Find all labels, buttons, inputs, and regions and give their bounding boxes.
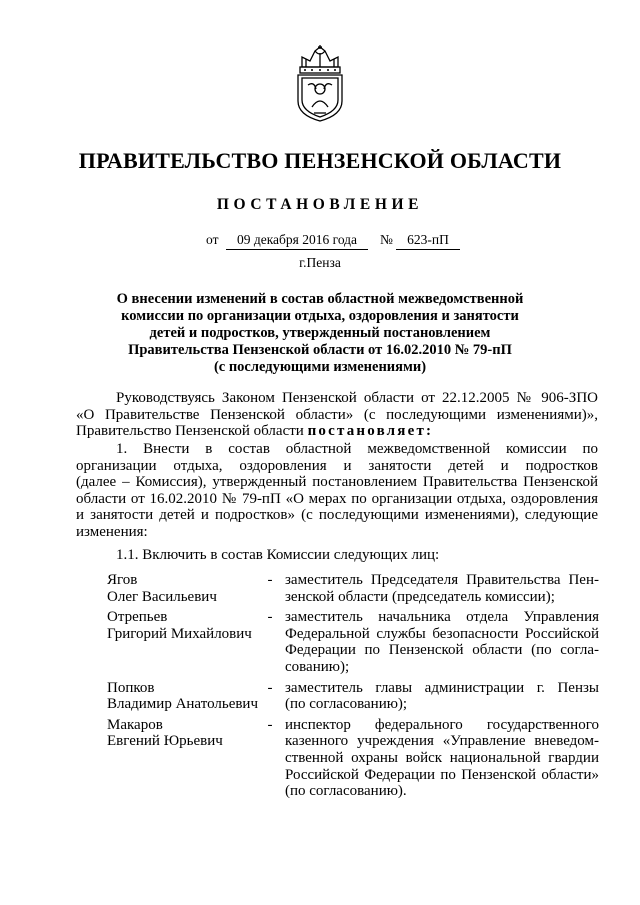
position-line: заместитель Председателя Правительства Пен- (285, 572, 599, 588)
date-prefix: от (206, 232, 219, 247)
member-name (107, 609, 255, 675)
member-dash: - (267, 679, 273, 696)
paragraph-line: изменения: (76, 523, 148, 540)
member-surname: Макаров (107, 716, 163, 733)
position-line: казенного учреждения «Управление вневедом- (285, 733, 599, 750)
member-position (285, 609, 599, 675)
member-dash: - (267, 572, 273, 588)
decree-date: 09 декабря 2016 года (226, 232, 368, 250)
number-sign: № (380, 232, 393, 247)
position-line: (по согласованию). (285, 783, 407, 800)
member-row (107, 572, 599, 605)
member-dash: - (267, 609, 273, 626)
paragraph-line: (далее – Комиссия), утвержденный постановлением Правительства Пензенской (76, 474, 598, 491)
member-name (107, 717, 255, 800)
subject-line: комиссии по организации отдыха, оздоровления и занятости (121, 308, 519, 324)
decrees-word: постановляет: (307, 423, 434, 440)
member-surname: Отрепьев (107, 609, 168, 626)
member-surname: Ягов (107, 572, 138, 588)
coat-of-arms-emblem (288, 45, 352, 123)
paragraph-line: области от 16.02.2010 № 79-пП «О мерах по организации отдыха, оздоровления (76, 490, 598, 507)
position-line: Федеральной службы безопасности Российской (285, 625, 599, 642)
member-position (285, 717, 599, 800)
position-line: заместитель начальника отдела Управления (285, 609, 599, 626)
member-given-names: Олег Васильевич (107, 588, 217, 605)
position-line: Федерации по Пензенской области (по согла- (285, 642, 599, 659)
preamble-line: «О Правительстве Пензенской области» (с последующими изменениями)», (76, 406, 598, 423)
paragraph-1-1 (76, 547, 598, 564)
member-name (107, 679, 259, 713)
subject-line: детей и подростков, утвержденный постановлением (149, 325, 491, 341)
position-line: (по согласованию); (285, 696, 408, 713)
subject-line: Правительства Пензенской области от 16.02.2010 № 79-пП (128, 342, 512, 358)
paragraph-1 (76, 441, 598, 541)
position-line: зенской области (председатель комиссии); (285, 588, 555, 605)
paragraph-line: и занятости детей и подростков» (с последующими изменениями), следующие (76, 507, 598, 524)
member-position (285, 572, 599, 605)
member-given-names: Владимир Анатольевич (107, 696, 259, 713)
city: г.Пенза (299, 255, 341, 270)
document-type: ПОСТАНОВЛЕНИЕ (216, 196, 424, 213)
position-line: инспектор федерального государственного (285, 716, 599, 733)
member-surname: Попков (107, 679, 155, 696)
member-row (107, 609, 599, 675)
decree-number: 623-пП (396, 232, 460, 250)
decree-subject (110, 291, 530, 376)
government-title: ПРАВИТЕЛЬСТВО ПЕНЗЕНСКОЙ ОБЛАСТИ (78, 148, 562, 173)
member-given-names: Григорий Михайлович (107, 625, 252, 642)
preamble-line (76, 423, 598, 440)
member-dash: - (267, 716, 273, 733)
position-line: заместитель главы администрации г. Пензы (285, 679, 599, 696)
member-name (107, 572, 255, 605)
preamble-line: Руководствуясь Законом Пензенской области от 22.12.2005 № 906-ЗПО (116, 390, 598, 406)
subject-line: О внесении изменений в состав областной межведомственной (116, 291, 524, 307)
member-row (107, 680, 599, 713)
member-position (285, 680, 599, 713)
paragraph-line: 1.1. Включить в состав Комиссии следующих лиц: (116, 547, 440, 563)
subject-line: (с последующими изменениями) (213, 359, 427, 375)
paragraph-line: 1. Внести в состав областной межведомственной комиссии по (116, 441, 598, 457)
position-line: ственной охраны войск национальной гвардии (285, 749, 599, 766)
member-row (107, 717, 599, 800)
preamble (76, 390, 598, 440)
paragraph-line: организации отдыха, оздоровления и занятости детей и подростков (76, 457, 598, 474)
preamble-lead: Правительство Пензенской области (76, 423, 304, 440)
position-line: Российской Федерации по Пензенской области» (285, 766, 599, 783)
position-line: сованию); (285, 658, 350, 675)
members-table (107, 572, 599, 804)
member-given-names: Евгений Юрьевич (107, 733, 223, 750)
